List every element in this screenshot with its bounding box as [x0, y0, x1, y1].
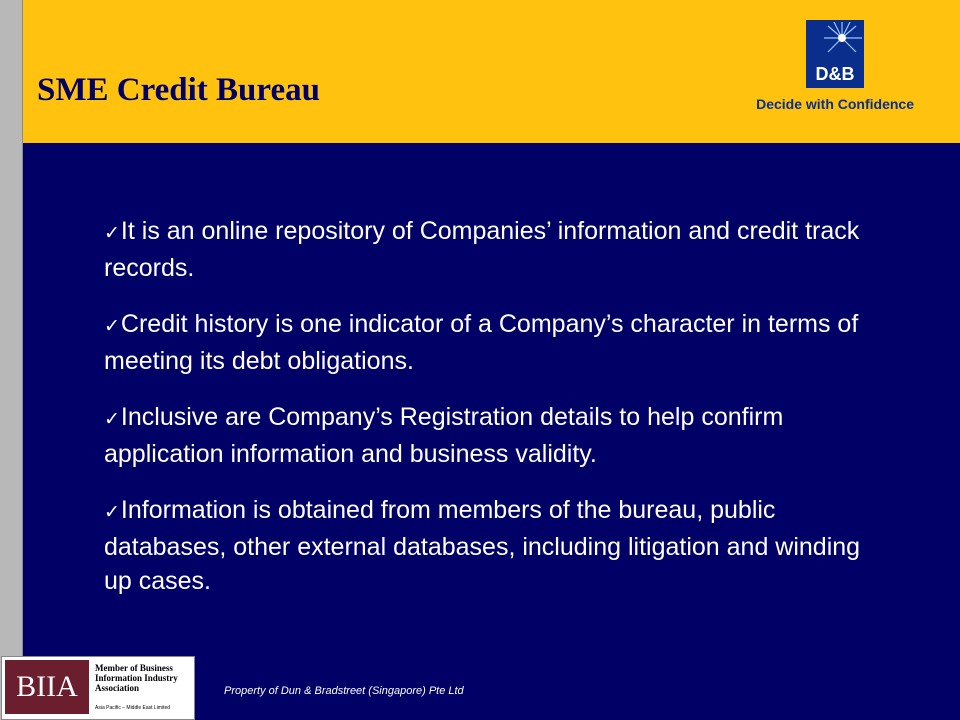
slide-header — [23, 0, 960, 143]
biia-description: Member of Business Information Industry Association — [95, 663, 178, 693]
biia-logo-mark — [5, 660, 89, 714]
bullet-text: It is an online repository of Companies’ information and credit track records. — [104, 217, 860, 282]
bullet-text: Inclusive are Company’s Registration details to help confirm application information and business validity. — [104, 403, 784, 468]
biia-logo-text: BIIA — [16, 670, 78, 703]
bullet-item — [104, 214, 884, 285]
check-icon: ✓ — [104, 502, 120, 523]
slide-title: SME Credit Bureau — [37, 72, 320, 108]
footer-property-text: Property of Dun & Bradstreet (Singapore) Pte Ltd — [224, 685, 464, 697]
bullet-list — [104, 214, 884, 620]
left-gray-bar — [0, 0, 23, 720]
brand-tagline: Decide with Confidence — [756, 96, 914, 112]
biia-region: Asia Pacific – Middle East Limited — [95, 705, 171, 711]
check-icon: ✓ — [104, 409, 120, 430]
dnb-logo — [754, 20, 914, 120]
dnb-logo-label: D&B — [815, 64, 855, 84]
bullet-text: Information is obtained from members of the bureau, public databases, other external databases, including litigation and winding up cases. — [104, 496, 861, 595]
dnb-logo-mark — [806, 20, 864, 88]
check-icon: ✓ — [104, 223, 120, 244]
bullet-item — [104, 307, 884, 378]
bullet-text: Credit history is one indicator of a Company’s character in terms of meeting its debt obligations. — [104, 310, 859, 375]
biia-member-logo — [1, 656, 195, 720]
bullet-item — [104, 400, 884, 471]
bullet-item — [104, 493, 884, 598]
check-icon: ✓ — [104, 316, 120, 337]
